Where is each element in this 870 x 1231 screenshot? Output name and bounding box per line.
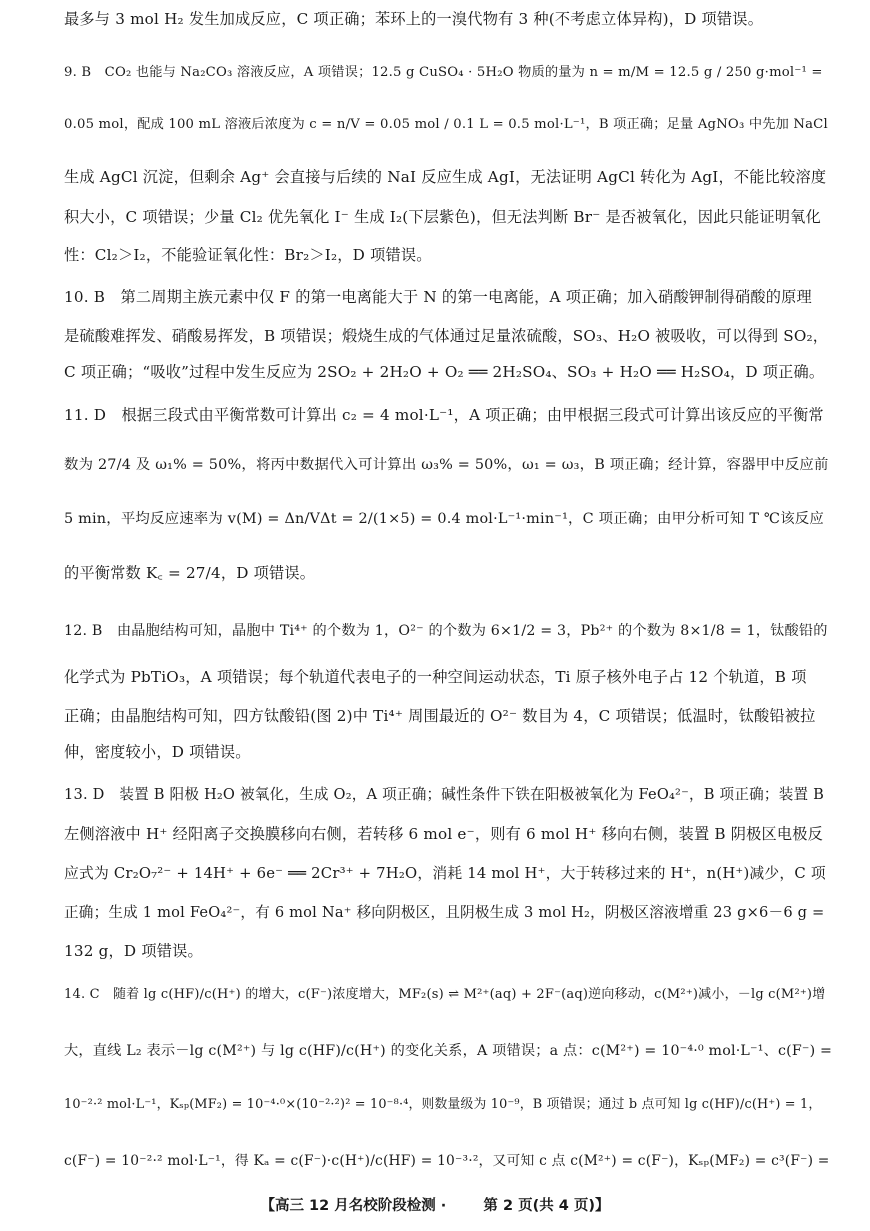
text-line: 5 min，平均反应速率为 v(M) = Δn/VΔt = 2/(1×5) = 0.4 mol·L⁻¹·min⁻¹，C 项正确；由甲分析可知 T ℃该反应	[64, 511, 824, 527]
text-line: 应式为 Cr₂O₇²⁻ + 14H⁺ + 6e⁻ ══ 2Cr³⁺ + 7H₂O，消耗 14 mol H⁺，大于转移过来的 H⁺，n(H⁺)减少，C 项	[64, 865, 826, 882]
text-line: 10⁻²·² mol·L⁻¹，Kₛₚ(MF₂) = 10⁻⁴·⁰×(10⁻²·²)² = 10⁻⁸·⁴，则数量级为 10⁻⁹，B 项错误；通过 b 点可知 lg c(HF)/c(H⁺) = 1，	[64, 1097, 822, 1112]
text-line: 的平衡常数 K꜀ = 27/4，D 项错误。	[64, 564, 316, 582]
footer-exam-title: 【高三 12 月名校阶段检测 ·	[260, 1198, 447, 1214]
text-line: C 项正确；“吸收”过程中发生反应为 2SO₂ + 2H₂O + O₂ ══ 2H₂SO₄、SO₃ + H₂O ══ H₂SO₄，D 项正确。	[64, 363, 825, 381]
text-line: 正确；由晶胞结构可知，四方钛酸铅(图 2)中 Ti⁴⁺ 周围最近的 O²⁻ 数目为 4，C 项错误；低温时，钛酸铅被拉	[64, 707, 816, 725]
text-line: 数为 27/4 及 ω₁% = 50%，将丙中数据代入可计算出 ω₃% = 50%，ω₁ = ω₃，B 项正确；经计算，容器甲中反应前	[64, 457, 829, 473]
text-line: 0.05 mol，配成 100 mL 溶液后浓度为 c = n/V = 0.05 mol / 0.1 L = 0.5 mol·L⁻¹，B 项正确；足量 AgNO₃ 中先加 NaCl	[64, 117, 828, 132]
text-line: 10. B 第二周期主族元素中仅 F 的第一电离能大于 N 的第一电离能，A 项正确；加入硝酸钾制得硝酸的原理	[64, 288, 812, 306]
text-line: 大，直线 L₂ 表示－lg c(M²⁺) 与 lg c(HF)/c(H⁺) 的变化关系，A 项错误；a 点：c(M²⁺) = 10⁻⁴·⁰ mol·L⁻¹、c(F⁻) =	[64, 1043, 833, 1059]
text-line: 9. B CO₂ 也能与 Na₂CO₃ 溶液反应，A 项错误；12.5 g CuSO₄ · 5H₂O 物质的量为 n = m/M = 12.5 g / 250 g·mol⁻¹ =	[64, 65, 823, 80]
footer-page-number: 第 2 页(共 4 页)】	[483, 1198, 610, 1214]
text-line: 生成 AgCl 沉淀，但剩余 Ag⁺ 会直接与后续的 NaI 反应生成 AgI，无法证明 AgCl 转化为 AgI，不能比较溶度	[64, 168, 827, 186]
text-line: 积大小，C 项错误；少量 Cl₂ 优先氧化 I⁻ 生成 I₂(下层紫色)，但无法判断 Br⁻ 是否被氧化，因此只能证明氧化	[64, 208, 821, 226]
text-line: 最多与 3 mol H₂ 发生加成反应，C 项正确；苯环上的一溴代物有 3 种(不考虑立体异构)，D 项错误。	[64, 10, 764, 28]
text-line: 左侧溶液中 H⁺ 经阳离子交换膜移向右侧，若转移 6 mol e⁻，则有 6 mol H⁺ 移向右侧，装置 B 阴极区电极反	[64, 825, 824, 843]
text-line: 14. C 随着 lg c(HF)/c(H⁺) 的增大，c(F⁻)浓度增大，MF₂(s) ⇌ M²⁺(aq) + 2F⁻(aq)逆向移动，c(M²⁺)减小，－lg c(M²⁺)增	[64, 987, 826, 1002]
page-footer	[0, 1194, 870, 1215]
text-line: c(F⁻) = 10⁻²·² mol·L⁻¹，得 Kₐ = c(F⁻)·c(H⁺)/c(HF) = 10⁻³·²，又可知 c 点 c(M²⁺) = c(F⁻)，Kₛₚ(MF₂) = c³(F⁻) =	[64, 1153, 830, 1169]
text-line: 是硫酸难挥发、硝酸易挥发，B 项错误；煅烧生成的气体通过足量浓硫酸，SO₃、H₂O 被吸收，可以得到 SO₂，	[64, 327, 829, 345]
text-line: 132 g，D 项错误。	[64, 942, 203, 960]
text-line: 伸，密度较小，D 项错误。	[64, 743, 251, 761]
text-line: 性：Cl₂＞I₂，不能验证氧化性：Br₂＞I₂，D 项错误。	[64, 246, 432, 264]
text-line: 13. D 装置 B 阳极 H₂O 被氧化，生成 O₂，A 项正确；碱性条件下铁在阳极被氧化为 FeO₄²⁻，B 项正确；装置 B	[64, 786, 825, 803]
text-line: 化学式为 PbTiO₃，A 项错误；每个轨道代表电子的一种空间运动状态，Ti 原子核外电子占 12 个轨道，B 项	[64, 668, 807, 686]
text-line: 正确；生成 1 mol FeO₄²⁻，有 6 mol Na⁺ 移向阴极区，且阴极生成 3 mol H₂，阴极区溶液增重 23 g×6－6 g =	[64, 904, 825, 921]
text-line: 11. D 根据三段式由平衡常数可计算出 c₂ = 4 mol·L⁻¹，A 项正确；由甲根据三段式可计算出该反应的平衡常	[64, 406, 824, 424]
text-line: 12. B 由晶胞结构可知，晶胞中 Ti⁴⁺ 的个数为 1，O²⁻ 的个数为 6×1/2 = 3，Pb²⁺ 的个数为 8×1/8 = 1，钛酸铅的	[64, 623, 828, 639]
